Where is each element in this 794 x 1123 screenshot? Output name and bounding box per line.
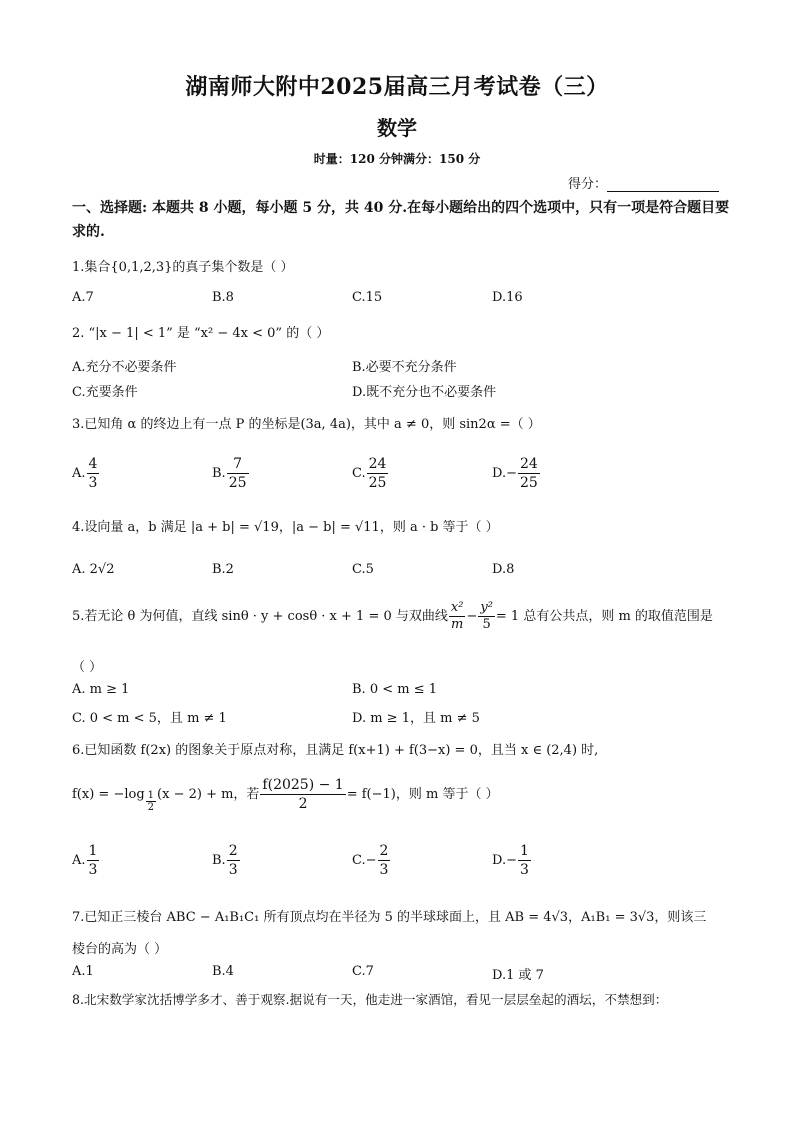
q6-option-b-den: 3 [228,862,238,878]
q3-option-b-fraction [227,455,249,492]
score-field [568,173,719,192]
q6-option-b-num: 2 [228,843,238,859]
q5-option-d: D. m ≥ 1，且 m ≠ 5 [352,711,480,726]
q2-option-a: A.充分不必要条件 [72,360,177,375]
q4-option-d: D.8 [492,562,515,577]
section-heading: 一、选择题: 本题共 8 小题，每小题 5 分，共 40 分.在每小题给出的四个选项中，只有一项是符合题目要求的. [72,200,730,240]
q5-option-a: A. m ≥ 1 [72,682,130,697]
exam-time-info: 时量：120 分钟满分：150 分 [313,152,481,166]
q5-stem-part-b: = 1 总有公共点，则 m 的取值范围是 [495,609,713,624]
q2-option-b: B.必要不充分条件 [352,360,457,375]
question-5-stem [72,600,713,633]
q6-option-a [72,842,100,879]
subject-title: 数学 [377,116,417,140]
q5-option-b: B. 0 < m ≤ 1 [352,682,438,697]
q2-option-c: C.充要条件 [72,385,138,400]
q3-option-d-prefix: D. [492,466,507,481]
q6-option-c-prefix: C. [352,853,366,868]
q4-option-b: B.2 [212,562,234,577]
q6-option-d-sign: − [506,853,517,868]
q3-option-c-den: 25 [368,475,387,491]
q3-option-d-den: 25 [520,475,538,491]
q6-stem-part-c: = f(−1)，则 m 等于（ ） [346,787,499,802]
q1-option-b: B.8 [212,290,234,305]
q5-frac-y-num: y² [480,600,493,615]
q6-option-d [492,842,532,879]
q5-stem-part-a: 5.若无论 θ 为何值，直线 sinθ · y + cosθ · x + 1 = 0 与双曲线 [72,609,448,624]
exam-title: 湖南师大附中2025届高三月考试卷（三） [185,74,609,100]
q1-option-d: D.16 [492,290,523,305]
question-3-stem: 3.已知角 α 的终边上有一点 P 的坐标是(3a, 4a)，其中 a ≠ 0，则 sin2α =（ ） [72,417,541,432]
q6-log-base-den: 2 [147,802,155,813]
q7-option-d: D.1 或 7 [492,968,544,983]
q6-frac-den: 2 [298,796,308,812]
score-label: 得分： [568,177,608,192]
q6-log-base [146,790,156,813]
question-8-line-1: 8.北宋数学家沈括博学多才、善于观察.据说有一天，他走进一家酒馆，看见一层层垒起的酒坛，不禁想到： [72,992,668,1007]
q6-log-text: f(x) = −log [72,787,145,802]
q6-option-c-num: 2 [379,843,389,859]
q3-option-b-num: 7 [227,455,249,474]
q5-fraction-y [478,600,495,633]
q3-option-c-num: 24 [368,456,387,472]
q5-minus: − [466,609,478,624]
q2-option-d: D.既不充分也不必要条件 [352,385,497,400]
q5-frac-x-num: x² [450,600,464,615]
q4-option-a: A. 2√2 [72,562,115,577]
q6-option-a-den: 3 [88,862,98,878]
q7-option-c: C.7 [352,964,374,979]
q3-option-b-den: 25 [228,475,247,491]
q3-option-c-fraction [367,455,389,492]
q3-option-d-fraction [518,455,540,492]
q7-option-b: B.4 [212,964,234,979]
q3-option-b [212,455,250,492]
q6-option-a-prefix: A. [72,853,86,868]
q6-option-a-num: 1 [88,843,98,859]
q5-option-c: C. 0 < m < 5，且 m ≠ 1 [72,711,227,726]
q3-option-d-num: 24 [520,456,538,472]
q3-option-b-prefix: B. [212,466,226,481]
question-5-stem-continued: （ ） [72,660,103,675]
score-blank [607,179,719,192]
q5-frac-y-den: 5 [482,617,491,632]
q6-option-d-num: 1 [520,843,529,859]
q3-option-c [352,455,389,492]
question-7-line-2: 棱台的高为（ ） [72,942,168,957]
q3-option-c-prefix: C. [352,466,366,481]
q6-option-d-prefix: D. [492,853,507,868]
q6-fraction [260,776,345,813]
q5-frac-x-den: m [451,617,464,632]
q7-option-a: A.1 [72,964,94,979]
q6-option-d-fraction [518,842,531,879]
q6-option-a-fraction [87,842,100,879]
q6-option-b-fraction [227,842,240,879]
question-6-line-1: 6.已知函数 f(2x) 的图象关于原点对称，且满足 f(x+1) + f(3−x) = 0，且当 x ∈ (2,4) 时, [72,743,599,758]
q6-option-c-fraction [378,842,391,879]
question-6-line-2 [72,776,499,813]
q3-option-a-prefix: A. [72,466,86,481]
q3-option-a-den: 3 [88,475,98,491]
question-4-stem: 4.设向量 a，b 满足 |a + b| = √19，|a − b| = √11，则 a · b 等于（ ） [72,520,499,535]
q6-option-b [212,842,241,879]
question-7-line-1: 7.已知正三棱台 ABC − A₁B₁C₁ 所有顶点均在半径为 5 的半球球面上，且 AB = 4√3，A₁B₁ = 3√3，则该三 [72,910,707,925]
q6-option-c-sign: − [365,853,377,868]
q6-frac-num: f(2025) − 1 [262,777,344,793]
q6-stem-part-b: (x − 2) + m，若 [157,787,260,802]
q6-option-b-prefix: B. [212,853,226,868]
q3-option-d [492,455,541,492]
q3-option-a-fraction [87,455,100,492]
q6-option-d-den: 3 [520,862,529,878]
question-2-stem: 2. “|x − 1| < 1” 是 “x² − 4x < 0” 的（ ） [72,326,330,341]
q6-option-c [352,842,391,879]
q4-option-c: C.5 [352,562,374,577]
q3-option-a [72,455,100,492]
q6-option-c-den: 3 [379,862,389,878]
q1-option-c: C.15 [352,290,383,305]
question-1-stem: 1.集合{0,1,2,3}的真子集个数是（ ） [72,260,294,275]
q5-fraction-x [449,600,466,633]
q3-option-d-sign: − [506,466,517,481]
q3-option-a-num: 4 [88,456,98,472]
q1-option-a: A.7 [72,290,94,305]
q6-log-base-num: 1 [147,790,155,801]
